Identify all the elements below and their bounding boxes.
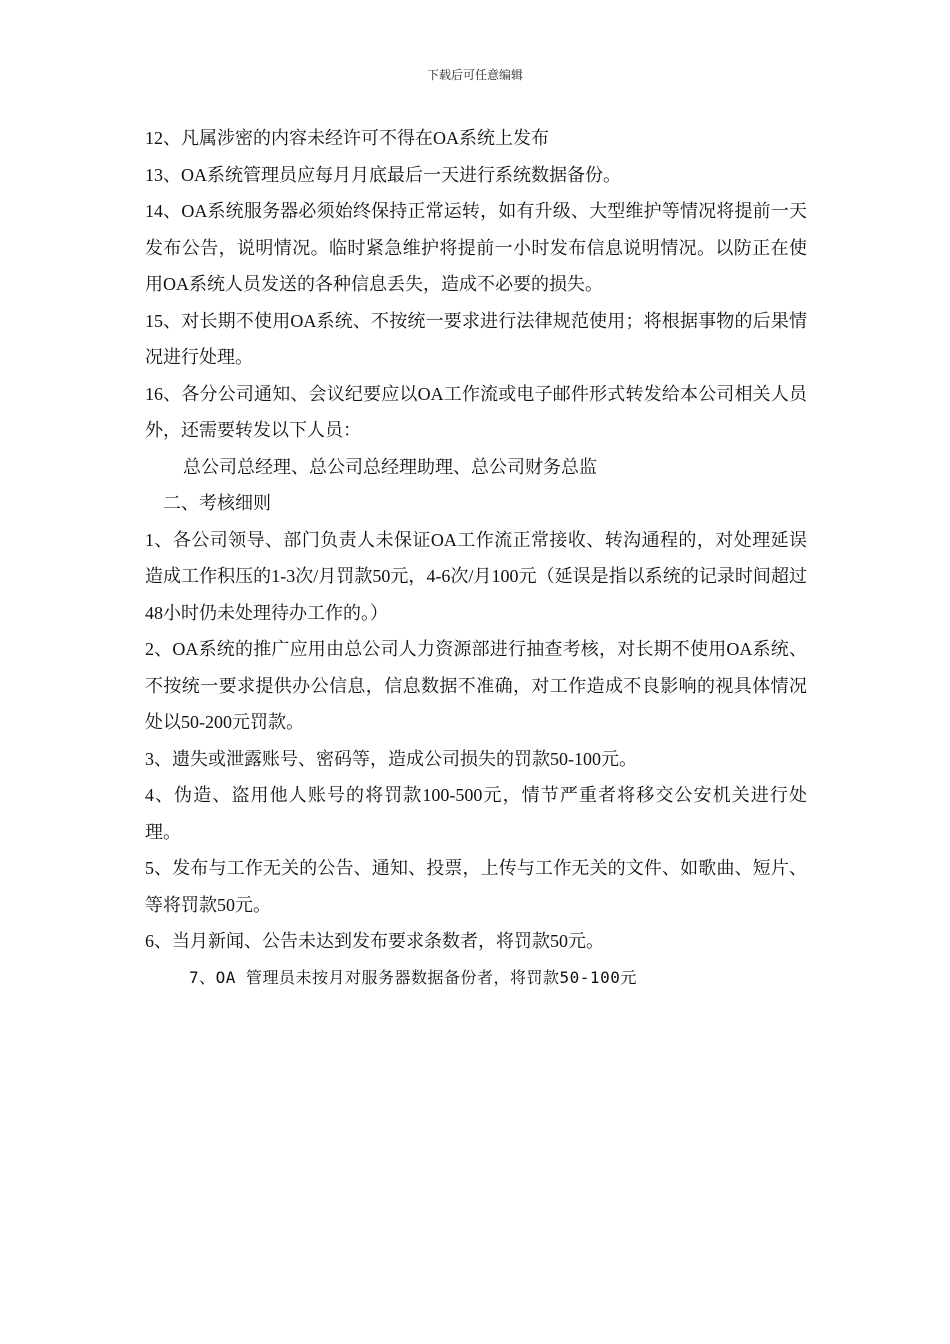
penalty-2: 2、OA系统的推广应用由总公司人力资源部进行抽查考核，对长期不使用OA系统、不按统一要求提供办公信息，信息数据不准确，对工作造成不良影响的视具体情况处以50-200元罚款。 [145, 639, 807, 732]
recipient-list: 总公司总经理、总公司总经理助理、总公司财务总监 [183, 456, 597, 477]
penalty-6: 6、当月新闻、公告未达到发布要求条数者，将罚款50元。 [145, 931, 604, 951]
document-body [145, 120, 807, 996]
rule-16: 16、各分公司通知、会议纪要应以OA工作流或电子邮件形式转发给本公司相关人员外，还需要转发以下人员： [145, 383, 807, 440]
rule-15: 15、对长期不使用OA系统、不按统一要求进行法律规范使用；将根据事物的后果情况进行处理。 [145, 310, 807, 367]
rule-13: 13、OA系统管理员应每月月底最后一天进行系统数据备份。 [145, 164, 621, 185]
penalty-4: 4、伪造、盗用他人账号的将罚款100-500元，情节严重者将移交公安机关进行处理。 [145, 785, 807, 842]
rule-14: 14、OA系统服务器必须始终保持正常运转，如有升级、大型维护等情况将提前一天发布公告，说明情况。临时紧急维护将提前一小时发布信息说明情况。以防正在使用OA系统人员发送的各种信息丢失，造成不必要的损失。 [145, 201, 807, 294]
penalty-1: 1、各公司领导、部门负责人未保证OA工作流正常接收、转沟通程的，对处理延误造成工作积压的1-3次/月罚款50元，4-6次/月100元（延误是指以系统的记录时间超过48小时仍未处理待办工作的。） [145, 529, 807, 623]
penalty-3: 3、遗失或泄露账号、密码等，造成公司损失的罚款50-100元。 [145, 748, 637, 769]
page-header-note: 下载后可任意编辑 [426, 68, 523, 82]
section-heading: 二、考核细则 [163, 493, 271, 513]
penalty-5: 5、发布与工作无关的公告、通知、投票，上传与工作无关的文件、如歌曲、短片、等将罚款50元。 [145, 858, 807, 915]
penalty-7: 7、OA 管理员未按月对服务器数据备份者，将罚款50-100元 [189, 967, 637, 987]
rule-12: 12、凡属涉密的内容未经许可不得在OA系统上发布 [145, 128, 549, 148]
